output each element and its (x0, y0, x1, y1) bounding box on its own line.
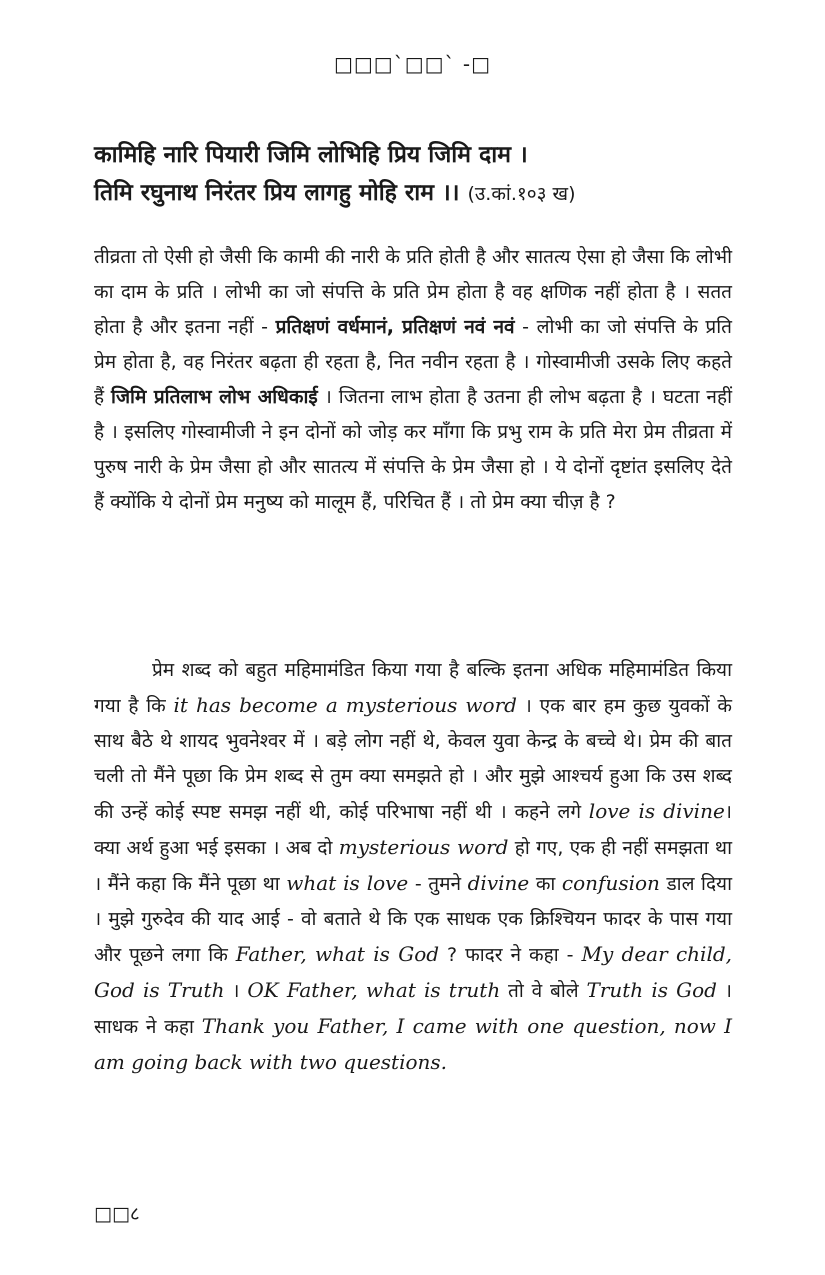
page-number: □□८ (94, 1203, 140, 1225)
p2-text-1: प्रेम शब्द को बहुत महिमामंडित किया गया है बल्कि इतना अधिक महिमामंडित किया गया है कि (94, 659, 732, 717)
p1-text-1: तीव्रता तो ऐसी हो जैसी कि कामी की नारी के प्रति होती है और सातत्य ऐसा हो जैसा कि लोभी का दाम के प्रति । लोभी का जो संपत्ति के प्रति प्रेम होता है वह क्षणिक नहीं होता है । सतत होता है और इतना नहीं - (94, 246, 732, 338)
p2-english-7: Father, what is God (235, 942, 440, 966)
p2-text-11: । साधक ने कहा (94, 980, 732, 1038)
p2-english-2: love is divine (588, 799, 725, 823)
running-header: □□□`□□` -□ (334, 52, 491, 76)
p2-text-10: तो वे बोले (500, 980, 587, 1002)
paragraph-1 (94, 240, 732, 520)
p2-english-10: Truth is God (586, 978, 717, 1002)
p1-bold-phrase-1: प्रतिक्षणं वर्धमानं, प्रतिक्षणं नवं नवं (275, 316, 515, 338)
verse-reference: (उ.कां.१०३ ख) (467, 183, 576, 205)
p2-english-8: My dear child, God is Truth (94, 942, 732, 1002)
p1-text-2: - लोभी का जो संपत्ति के प्रति प्रेम होता है, वह निरंतर बढ़ता ही रहता है, नित नवीन रहता है । गोस्वामीजी उसके लिए कहते हैं (94, 316, 732, 408)
p2-text-2: । एक बार हम कुछ युवकों के साथ बैठे थे शायद भुवनेश्वर में । बड़े लोग नहीं थे, केवल युवा केन्द्र के बच्चे थे। प्रेम की बात चली तो मैंने पूछा कि प्रेम शब्द से तुम क्या समझते हो । और मुझे आश्चर्य हुआ कि उस शब्द की उन्हें कोई स्पष्ट समझ नहीं थी, कोई परिभाषा नहीं थी । कहने लगे (94, 695, 733, 823)
p2-english-11: Thank you Father, I came with one question, now I am going back with two questions. (94, 1014, 732, 1074)
verse-line-1: कामिहि नारि पियारी जिमि लोभिहि प्रिय जिमि दाम । (94, 142, 528, 168)
verse-line-2-text: तिमि रघुनाथ निरंतर प्रिय लागहु मोहि राम ।। (94, 180, 460, 206)
p1-bold-phrase-2: जिमि प्रतिलाभ लोभ अधिकाई (111, 386, 318, 408)
paragraph-2 (94, 653, 732, 1081)
p2-english-6: confusion (561, 871, 660, 895)
p2-text-9: । (224, 980, 248, 1002)
p2-text-8: ? फादर ने कहा - (439, 944, 582, 966)
p2-text-4: हो गए, एक ही नहीं समझता था । मैंने कहा कि मैंने पूछा था (94, 837, 732, 895)
p2-text-5: - तुमने (408, 873, 468, 895)
p2-english-9: OK Father, what is truth (247, 978, 501, 1002)
p1-text-3: । जितना लाभ होता है उतना ही लोभ बढ़ता है । घटता नहीं है । इसलिए गोस्वामीजी ने इन दोनों को जोड़ कर माँगा कि प्रभु राम के प्रति मेरा प्रेम तीव्रता में पुरुष नारी के प्रेम जैसा हो और सातत्य में संपत्ति के प्रेम जैसा हो । ये दोनों दृष्टांत इसलिए देते हैं क्योंकि ये दोनों प्रेम मनुष्य को मालूम हैं, परिचित हैं । तो प्रेम क्या चीज़ है ? (94, 386, 732, 513)
p2-text-6: का (529, 873, 562, 895)
p2-english-1: it has become a mysterious word (173, 693, 517, 717)
verse-line-2 (94, 174, 734, 213)
p2-english-4: what is love (286, 871, 409, 895)
p2-text-3: । क्या अर्थ हुआ भई इसका । अब दो (94, 801, 732, 859)
p2-english-5: divine (467, 871, 530, 895)
verse-quote (94, 136, 734, 213)
p2-text-7: डाल दिया । मुझे गुरुदेव की याद आई - वो बताते थे कि एक साधक एक क्रिश्चियन फादर के पास गया और पूछने लगा कि (94, 873, 732, 966)
p2-english-3: mysterious word (338, 835, 509, 859)
